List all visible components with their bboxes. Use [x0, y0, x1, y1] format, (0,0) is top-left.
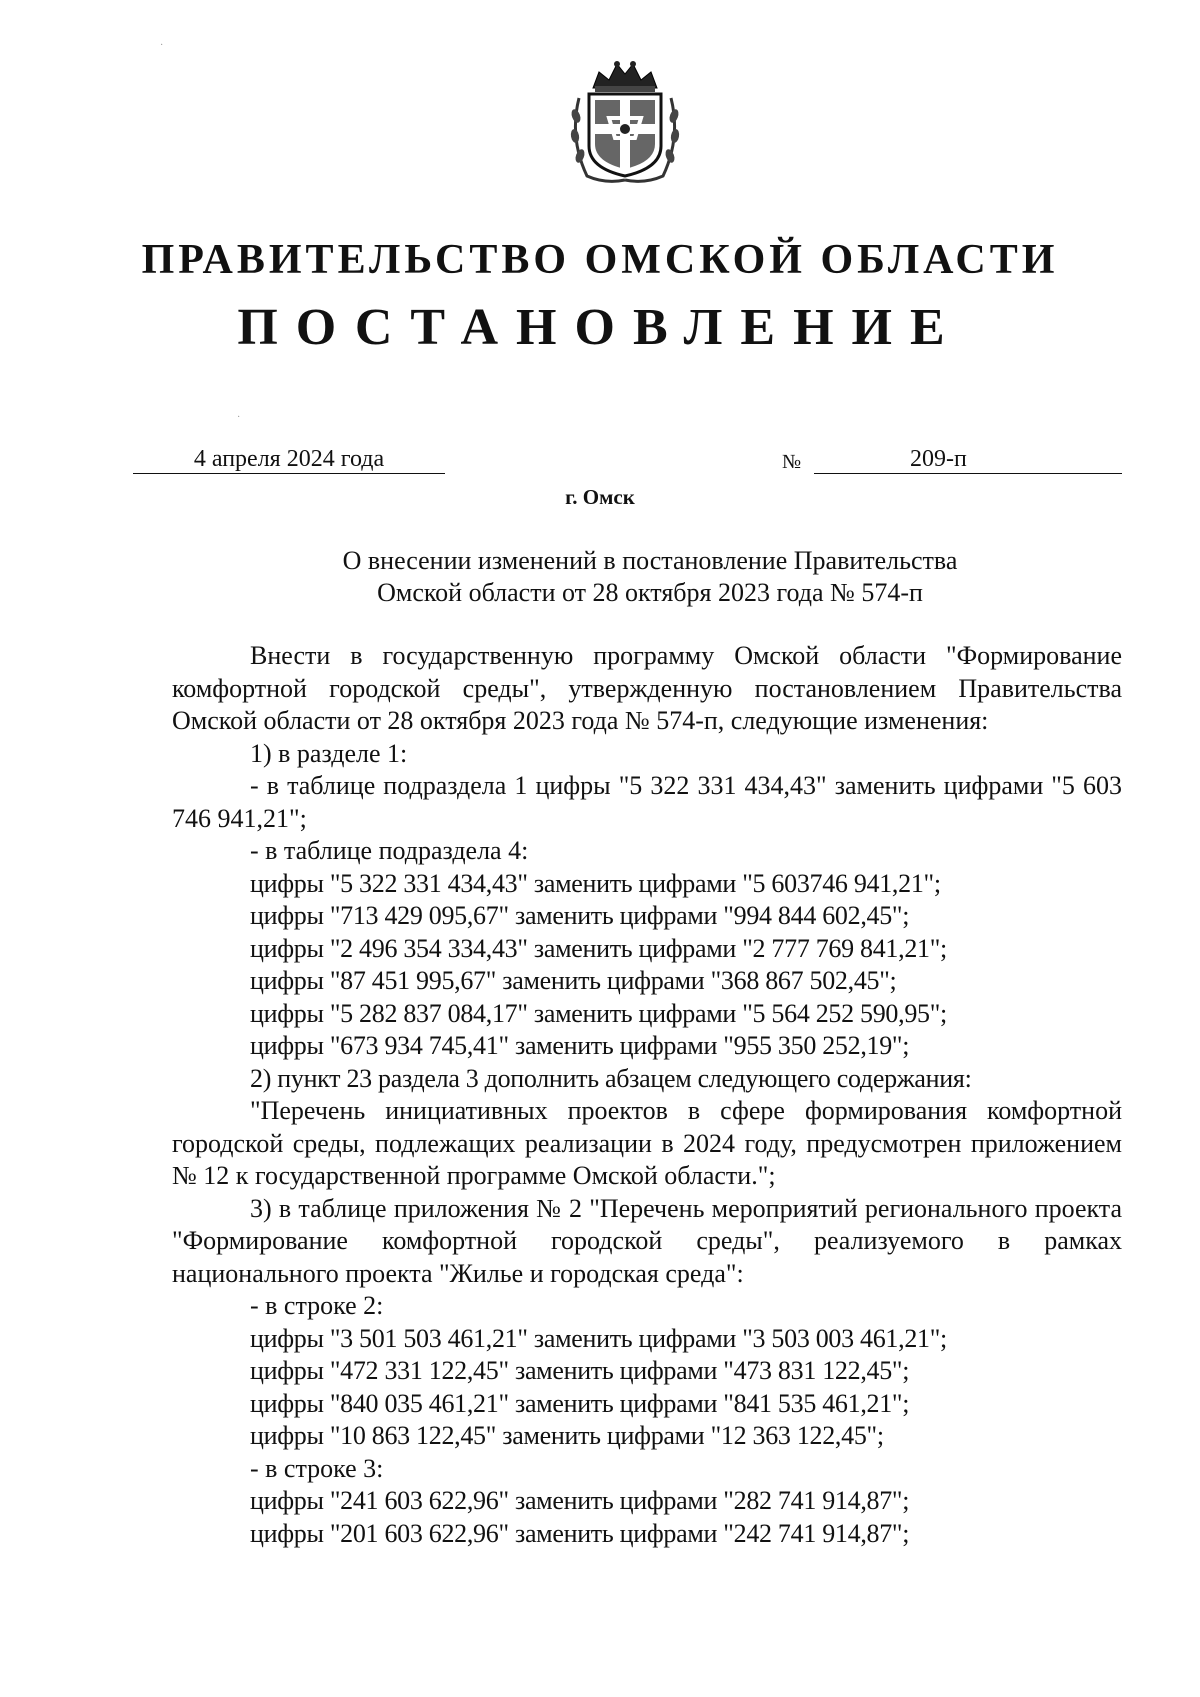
- number-sign: №: [782, 451, 802, 473]
- scan-speck: ·: [237, 412, 241, 423]
- quoted-paragraph: "Перечень инициативных проектов в сфере формирования комфортной городской среды, подлежащих реализации в 2024 году, предусмотрен приложением № 12 к государственной программе Омской области.";: [172, 1096, 1122, 1190]
- document-number: 209-п: [910, 446, 967, 472]
- document-date: 4 апреля 2024 года: [133, 446, 445, 474]
- document-number-field: [814, 446, 1122, 474]
- item-subheading: - в таблице подраздела 4:: [250, 836, 529, 865]
- replacement-line: цифры "87 451 995,67" заменить цифрами "368 867 502,45";: [250, 966, 897, 995]
- replacement-line: цифры "673 934 745,41" заменить цифрами "955 350 252,19";: [250, 1031, 910, 1060]
- replacement-line: цифры "5 322 331 434,43" заменить цифрами "5 603746 941,21";: [250, 868, 941, 898]
- omsk-oblast-coat-of-arms-icon: [565, 58, 685, 186]
- replacement-line: цифры "241 603 622,96" заменить цифрами "282 741 914,87";: [250, 1486, 910, 1515]
- item-subheading: - в строке 3:: [250, 1453, 384, 1483]
- replacement-line: цифры "713 429 095,67" заменить цифрами "994 844 602,45";: [250, 901, 910, 930]
- replacement-line: цифры "5 282 837 084,17" заменить цифрами "5 564 252 590,95";: [250, 998, 947, 1028]
- subject-line: О внесении изменений в постановление Правительства: [342, 546, 958, 575]
- document-type: ПОСТАНОВЛЕНИЕ: [237, 299, 963, 356]
- replacement-line: цифры "472 331 122,45" заменить цифрами "473 831 122,45";: [250, 1356, 910, 1385]
- replacement-line: цифры "201 603 622,96" заменить цифрами "242 741 914,87";: [250, 1518, 910, 1548]
- item-subheading: - в строке 2:: [250, 1291, 384, 1320]
- document-subject: [175, 545, 1125, 609]
- document-body: [172, 640, 1122, 1550]
- org-title: ПРАВИТЕЛЬСТВО ОМСКОЙ ОБЛАСТИ: [141, 237, 1059, 283]
- replacement-line: цифры "840 035 461,21" заменить цифрами "841 535 461,21";: [250, 1388, 910, 1418]
- replacement-line: цифры "2 496 354 334,43" заменить цифрами "2 777 769 841,21";: [250, 933, 947, 963]
- scan-speck: ·: [160, 40, 164, 51]
- item-heading: 2) пункт 23 раздела 3 дополнить абзацем следующего содержания:: [250, 1063, 972, 1093]
- item-paragraph: 3) в таблице приложения № 2 "Перечень мероприятий регионального проекта "Формирование комфортной городской среды", реализуемого в рамках национального проекта "Жилье и городская среда":: [172, 1193, 1122, 1288]
- subject-line: Омской области от 28 октября 2023 года № 574-п: [377, 578, 923, 607]
- item-heading: 1) в разделе 1:: [250, 738, 408, 768]
- replacement-line: цифры "3 501 503 461,21" заменить цифрами "3 503 003 461,21";: [250, 1323, 947, 1353]
- city: г. Омск: [565, 485, 635, 509]
- intro-paragraph: Внести в государственную программу Омской области "Формирование комфортной городской среды", утвержденную постановлением Правительства Омской области от 28 октября 2023 года № 574-п, следующие изменения:: [172, 641, 1122, 735]
- item-paragraph: - в таблице подраздела 1 цифры "5 322 331 434,43" заменить цифрами "5 603 746 941,21";: [172, 771, 1122, 833]
- replacement-line: цифры "10 863 122,45" заменить цифрами "12 363 122,45";: [250, 1421, 884, 1450]
